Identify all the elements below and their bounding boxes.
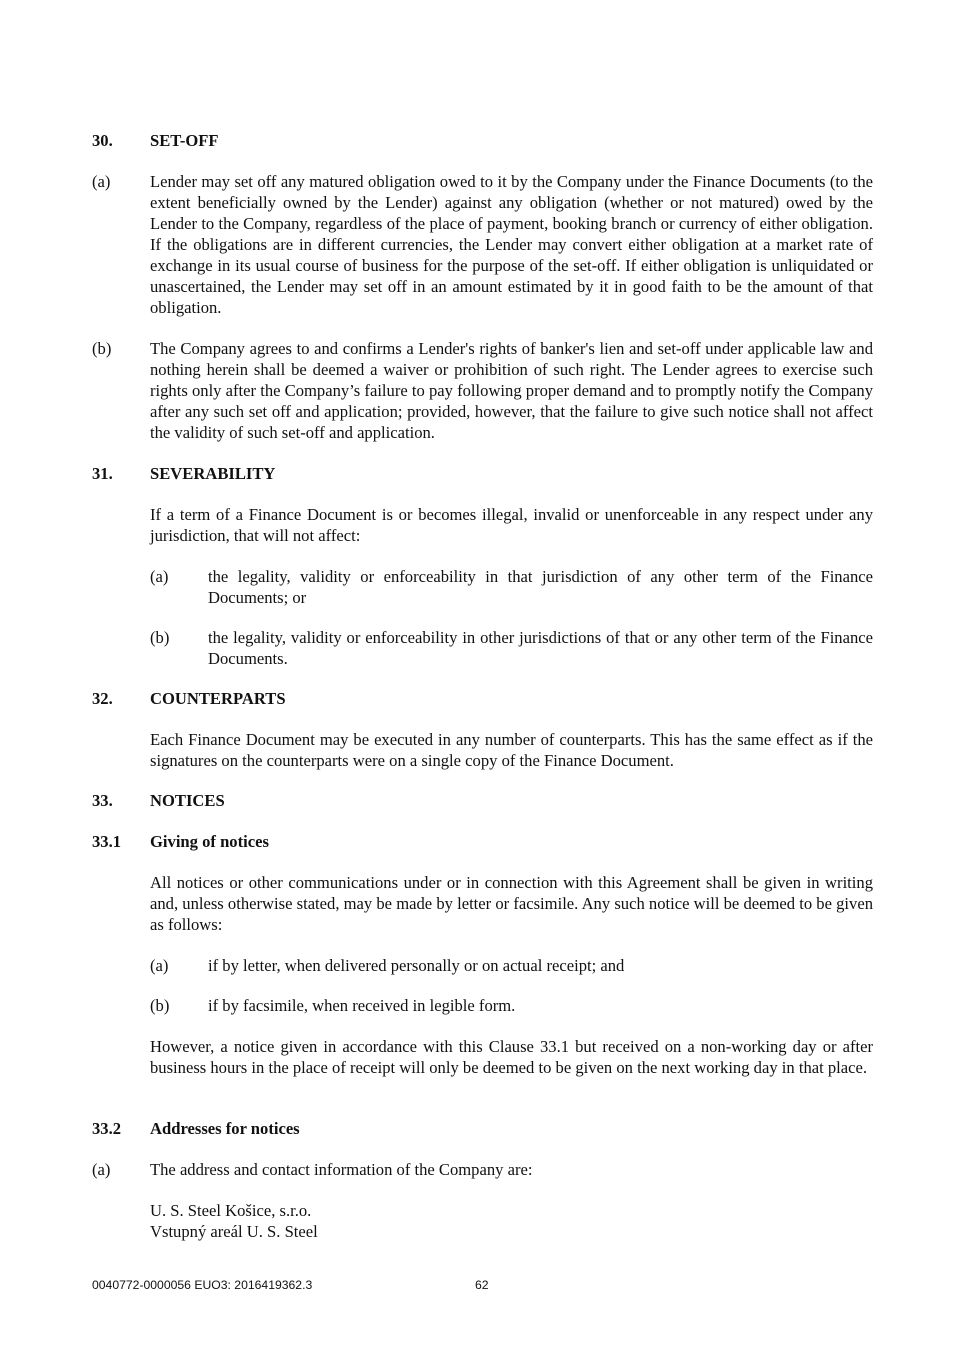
section-title: COUNTERPARTS bbox=[150, 689, 286, 708]
severability-item-b: the legality, validity or enforceability in other jurisdictions of that or any other term of the Finance Documents. bbox=[208, 628, 873, 668]
item-label: (a) bbox=[92, 1160, 111, 1179]
addresses-intro: The address and contact information of the Company are: bbox=[150, 1160, 533, 1179]
subsection-heading-33-1 bbox=[92, 831, 269, 852]
subsection-number: 33.1 bbox=[92, 832, 122, 851]
subsection-number: 33.2 bbox=[92, 1119, 122, 1138]
notices-closing: However, a notice given in accordance with this Clause 33.1 but received on a non-working day or after business hours in the place of receipt will only be deemed to be given on the next working day in that place. bbox=[150, 1037, 873, 1077]
severability-item-a: the legality, validity or enforceability in that jurisdiction of any other term of the Finance Documents; or bbox=[208, 567, 873, 607]
item-label: (b) bbox=[92, 339, 112, 358]
footer-doc-reference: 0040772-0000056 EUO3: 2016419362.3 bbox=[92, 1278, 313, 1292]
notices-item-b: if by facsimile, when received in legible form. bbox=[208, 996, 516, 1015]
item-label: (a) bbox=[92, 172, 111, 191]
section-number: 31. bbox=[92, 464, 113, 483]
subsection-heading-33-2 bbox=[92, 1118, 300, 1139]
section-title: NOTICES bbox=[150, 791, 225, 810]
section-heading-31 bbox=[92, 463, 275, 484]
address-line-company: U. S. Steel Košice, s.r.o. bbox=[150, 1201, 312, 1220]
set-off-paragraph-a: Lender may set off any matured obligation owed to it by the Company under the Finance Documents (to the extent beneficially owned by the Lender) against any obligation (whether or not matured) owed by the Lender to the Company, regardless of the place of payment, booking branch or currency of either obligation. If the obligations are in different currencies, the Lender may convert either obligation at a market rate of exchange in its usual course of business for the purpose of the set-off. If either obligation is unliquidated or unascertained, the Lender may set off in an amount estimated by it in good faith to be the amount of that obligation. bbox=[150, 172, 873, 317]
section-number: 33. bbox=[92, 791, 113, 810]
severability-intro: If a term of a Finance Document is or becomes illegal, invalid or unenforceable in any respect under any jurisdiction, that will not affect: bbox=[150, 505, 873, 545]
set-off-paragraph-b: The Company agrees to and confirms a Lender's rights of banker's lien and set-off under applicable law and nothing herein shall be deemed a waiver or prohibition of such right. The Lender agrees to exercise such rights only after the Company’s failure to pay following proper demand and to promptly notify the Company after any such set off and application; provided, however, that the failure to give such notice shall not affect the validity of such set-off and application. bbox=[150, 339, 873, 442]
section-heading-33 bbox=[92, 790, 225, 811]
section-title: SET-OFF bbox=[150, 131, 219, 150]
item-label: (b) bbox=[150, 628, 170, 647]
item-label: (a) bbox=[150, 956, 169, 975]
counterparts-paragraph: Each Finance Document may be executed in any number of counterparts. This has the same effect as if the signatures on the counterparts were on a single copy of the Finance Document. bbox=[150, 730, 873, 770]
section-number: 30. bbox=[92, 131, 113, 150]
footer-page-number: 62 bbox=[475, 1278, 489, 1292]
address-line-street: Vstupný areál U. S. Steel bbox=[150, 1222, 318, 1241]
item-label: (b) bbox=[150, 996, 170, 1015]
notices-intro: All notices or other communications under or in connection with this Agreement shall be given in writing and, unless otherwise stated, may be made by letter or facsimile. Any such notice will be deemed to be given as follows: bbox=[150, 873, 873, 934]
subsection-title: Giving of notices bbox=[150, 832, 269, 851]
subsection-title: Addresses for notices bbox=[150, 1119, 300, 1138]
section-number: 32. bbox=[92, 689, 113, 708]
item-label: (a) bbox=[150, 567, 169, 586]
section-title: SEVERABILITY bbox=[150, 464, 276, 483]
section-heading-32 bbox=[92, 688, 286, 709]
notices-item-a: if by letter, when delivered personally or on actual receipt; and bbox=[208, 956, 625, 975]
section-heading-30 bbox=[92, 130, 219, 151]
